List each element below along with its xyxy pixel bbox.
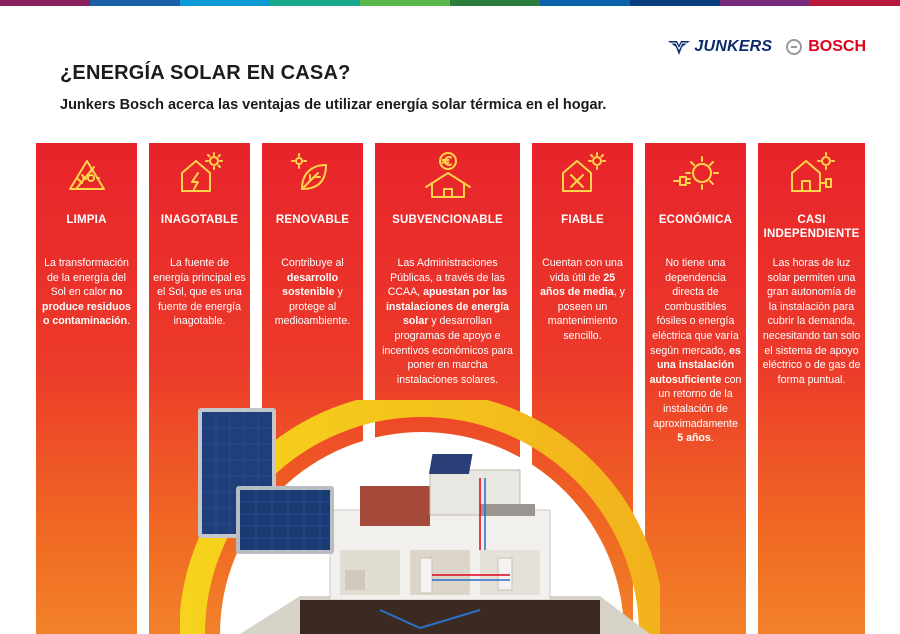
description-text: La transformación de la energía del Sol en calor xyxy=(44,257,129,299)
description-emphasis: no produce residuos o contaminación xyxy=(42,286,131,328)
benefit-label: ECONÓMICA xyxy=(658,214,733,226)
description-text: , y poseen un mantenimiento sencillo. xyxy=(547,286,625,342)
benefit-label: LIMPIA xyxy=(66,214,107,226)
benefit-label: CASI INDEPENDIENTE xyxy=(763,214,860,240)
euro-house-icon xyxy=(375,151,520,201)
benefit-column-casi-independiente xyxy=(758,143,865,634)
description-text: Cuentan con una vida útil de xyxy=(542,257,623,284)
house-tools-sun-icon xyxy=(532,151,633,201)
house-plug-sun-icon xyxy=(758,151,865,201)
benefit-label: RENOVABLE xyxy=(275,214,350,226)
house-bolt-sun-icon xyxy=(149,151,250,201)
benefit-label: SUBVENCIONABLE xyxy=(392,214,503,226)
brand-logos xyxy=(668,38,866,56)
description-emphasis: 25 años de media xyxy=(540,271,616,299)
benefit-label: INAGOTABLE xyxy=(160,214,239,226)
benefit-description xyxy=(536,256,629,344)
page-title: ¿ENERGÍA SOLAR EN CASA? xyxy=(60,62,351,84)
description-text: Las Administraciones Públicas, a través de las CCAA, xyxy=(387,257,505,299)
bosch-emblem-icon xyxy=(786,39,802,55)
description-emphasis: 5 años xyxy=(677,432,711,445)
leaf-sun-icon xyxy=(262,151,363,201)
solar-panel-sun-icon xyxy=(36,151,137,201)
benefit-description xyxy=(266,256,359,329)
plug-sun-icon xyxy=(645,151,746,201)
solar-panels-image xyxy=(182,408,342,558)
description-text: y protege al medioambiente. xyxy=(274,286,351,328)
description-emphasis: apuestan por las instalaciones de energía solar xyxy=(385,286,510,328)
benefit-label: FIABLE xyxy=(561,214,604,226)
benefit-column-economica xyxy=(645,143,746,634)
junkers-emblem-icon xyxy=(668,39,690,55)
description-text: con un retorno de la instalación de aproximadamente xyxy=(653,373,742,430)
benefit-column-limpia xyxy=(36,143,137,634)
description-text: Las horas de luz solar permiten una gran autonomía de la instalación para cubrir la demanda, necesitando tan solo el sistema de apoyo eléctrico o de gas de forma puntual. xyxy=(762,257,861,386)
top-color-stripe xyxy=(0,0,900,6)
benefit-description xyxy=(153,256,246,329)
description-text: No tiene una dependencia directa de combustibles fósiles o energía eléctrica que varía según mercado, xyxy=(650,257,739,357)
junkers-wordmark: JUNKERS xyxy=(694,38,773,55)
description-text: Contribuye al xyxy=(281,257,344,269)
description-text: . xyxy=(127,315,131,328)
description-text: y desarrollan programas de apoyo e incentivos económicos para poner en marcha instalaciones solares. xyxy=(382,315,513,386)
benefit-description xyxy=(762,256,861,387)
description-emphasis: es una instalación autosuficiente xyxy=(649,344,741,386)
benefit-description xyxy=(649,256,742,446)
bosch-wordmark: BOSCH xyxy=(808,38,866,55)
junkers-logo xyxy=(668,38,772,56)
description-emphasis: desarrollo sostenible xyxy=(282,271,339,299)
benefit-description xyxy=(40,256,133,329)
description-text: La fuente de energía principal es el Sol, que es una fuente de energía inagotable. xyxy=(153,257,246,328)
bosch-logo xyxy=(786,38,866,56)
benefit-description xyxy=(379,256,516,387)
description-text: . xyxy=(710,432,714,445)
page-subtitle: Junkers Bosch acerca las ventajas de utilizar energía solar térmica en el hogar. xyxy=(60,97,607,113)
